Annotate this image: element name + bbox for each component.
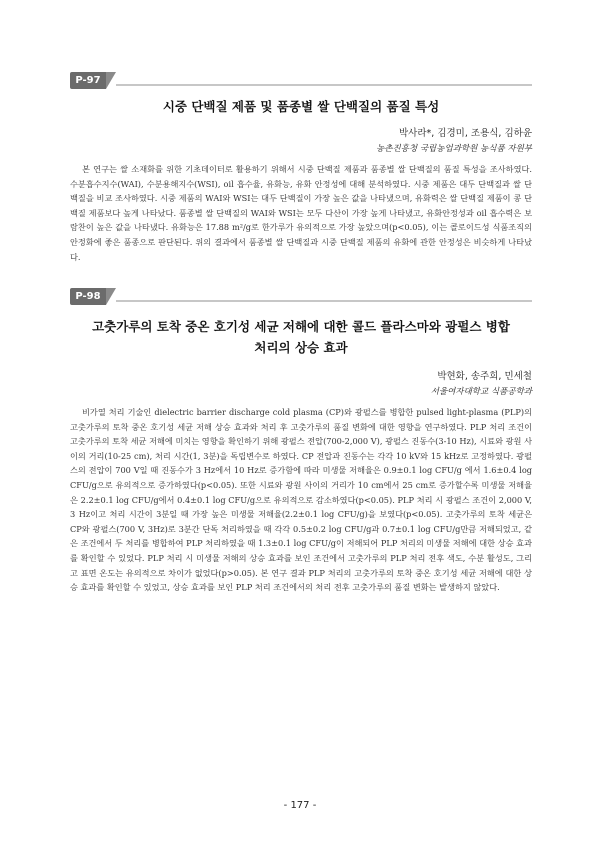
abstract-p97 xyxy=(70,72,532,264)
abstract-title: 고춧가루의 토착 중온 호기성 세균 저해에 대한 콜드 플라스마와 광펄스 병합 처리의 상승 효과 xyxy=(92,319,510,355)
page-number: - 177 - xyxy=(283,800,317,811)
abstract-p98 xyxy=(70,288,532,595)
header-divider-line xyxy=(116,84,532,86)
abstract-body: 비가열 처리 기술인 dielectric barrier discharge cold plasma (CP)와 광펄스를 병합한 pulsed light-plasma (PLP)의 고춧가루의 토착 중온 호기성 세균 저해 상승 효과와 처리 후 고춧가루의 품질 변화에 대한 영향을 연구하였다. PLP 처리 조건이 고춧가루의 토착 세균 저해에 미치는 영향을 확인하기 위해 광펄스 전압(700-2,000 V), 광펄스 진동수(3-10 Hz), 시료와 광원 사이의 거리(10-25 cm), 처리 시간(1, 3분)을 독립변수로 하였다. CP 전압과 진동수는 각각 10 kV와 15 kHz로 고정하였다. 광펄스의 전압이 700 V일 때 진동수가 3 Hz에서 10 Hz로 증가함에 따라 미생물 저해율은 0.9±0.1 log CFU/g 에서 1.6±0.4 log CFU/g으로 유의적으로 증가하였다(p<0.05). 또한 시료와 광원 사이의 거리가 10 cm에서 25 cm로 증가할수록 미생물 저해율은 2.2±0.1 log CFU/g에서 0.4±0.1 log CFU/g으로 유의적으로 감소하였다(p<0.05). PLP 처리 시 광펄스 조건이 2,000 V, 3 Hz이고 처리 시간이 3분일 때 가장 높은 미생물 저해율(2.2±0.1 log CFU/g)을 보였다(p<0.05). 고춧가루의 토착 세균은 CP와 광펄스(700 V, 3Hz)로 3분간 단독 처리하였을 때 각각 0.5±0.2 log CFU/g과 0.7±0.1 log CFU/g만큼 저해되었고, 같은 조건에서 두 처리를 병합하여 PLP 처리하였을 때 1.3±0.1 log CFU/g이 저해되어 PLP 처리의 미생물 저해에 대한 상승 효과를 확인할 수 있었다. PLP 처리 시 미생물 저해의 상승 효과를 보인 조건에서 고춧가루의 PLP 처리 전후 색도, 수분 활성도, 그리고 표면 온도는 유의적으로 차이가 없었다(p>0.05). 본 연구 결과 PLP 처리의 고춧가루의 토착 중온 호기성 세균 저해에 대한 상승 효과를 확인할 수 있었고, 상승 효과를 보인 PLP 처리 조건에서의 처리 전후 고춧가루의 품질 변화는 발생하지 않았다. xyxy=(70,407,532,593)
abstract-title: 시중 단백질 제품 및 품종별 쌀 단백질의 품질 특성 xyxy=(162,99,440,114)
abstract-code-badge: P-98 xyxy=(70,288,106,305)
badge-tail-decoration xyxy=(106,288,116,305)
section-header-bar xyxy=(70,288,532,305)
abstract-code-badge: P-97 xyxy=(70,72,106,89)
section-header-bar xyxy=(70,72,532,89)
affiliation: 농촌진흥청 국립농업과학원 농식품 자원부 xyxy=(376,144,532,154)
abstract-body: 본 연구는 쌀 소재화를 위한 기초데이터로 활용하기 위해서 시중 단백질 제품과 품종별 쌀 단백질의 품질 특성을 조사하였다. 수분흡수지수(WAI), 수분용해지수(WSI), oil 흡수율, 유화능, 유화 안정성에 대해 분석하였다. 시중 제품은 대두 단백질과 쌀 단백질을 비교 조사하였다. 시중 제품의 WAI와 WSI는 대두 단백질이 가장 높은 값을 나타냈으며, 유화력은 쌀 단백질 제품이 콩 단백질 제품보다 높게 나타났다. 품종별 쌀 단백질의 WAI와 WSI는 모두 다산이 가장 높게 나타냈고, 유화안정성과 oil 흡수력은 보람찬이 높은 값을 나타냈다. 유화능은 17.88 m²/g로 한가루가 유의적으로 가장 높았으며(p<0.05), 이는 콜로이드성 식품조직의 안정화에 좋은 품종으로 판단된다. 위의 결과에서 품종별 쌀 단백질과 시중 단백질 제품의 유화에 관한 안정성은 비슷하게 나타났다. xyxy=(70,164,532,262)
affiliation: 서울여자대학교 식품공학과 xyxy=(430,387,532,397)
badge-tail-decoration xyxy=(106,72,116,89)
header-divider-line xyxy=(116,300,532,302)
author-list: 박사라*, 김경미, 조용식, 김하윤 xyxy=(399,128,532,139)
author-list: 박현화, 송주희, 민세철 xyxy=(437,371,532,382)
